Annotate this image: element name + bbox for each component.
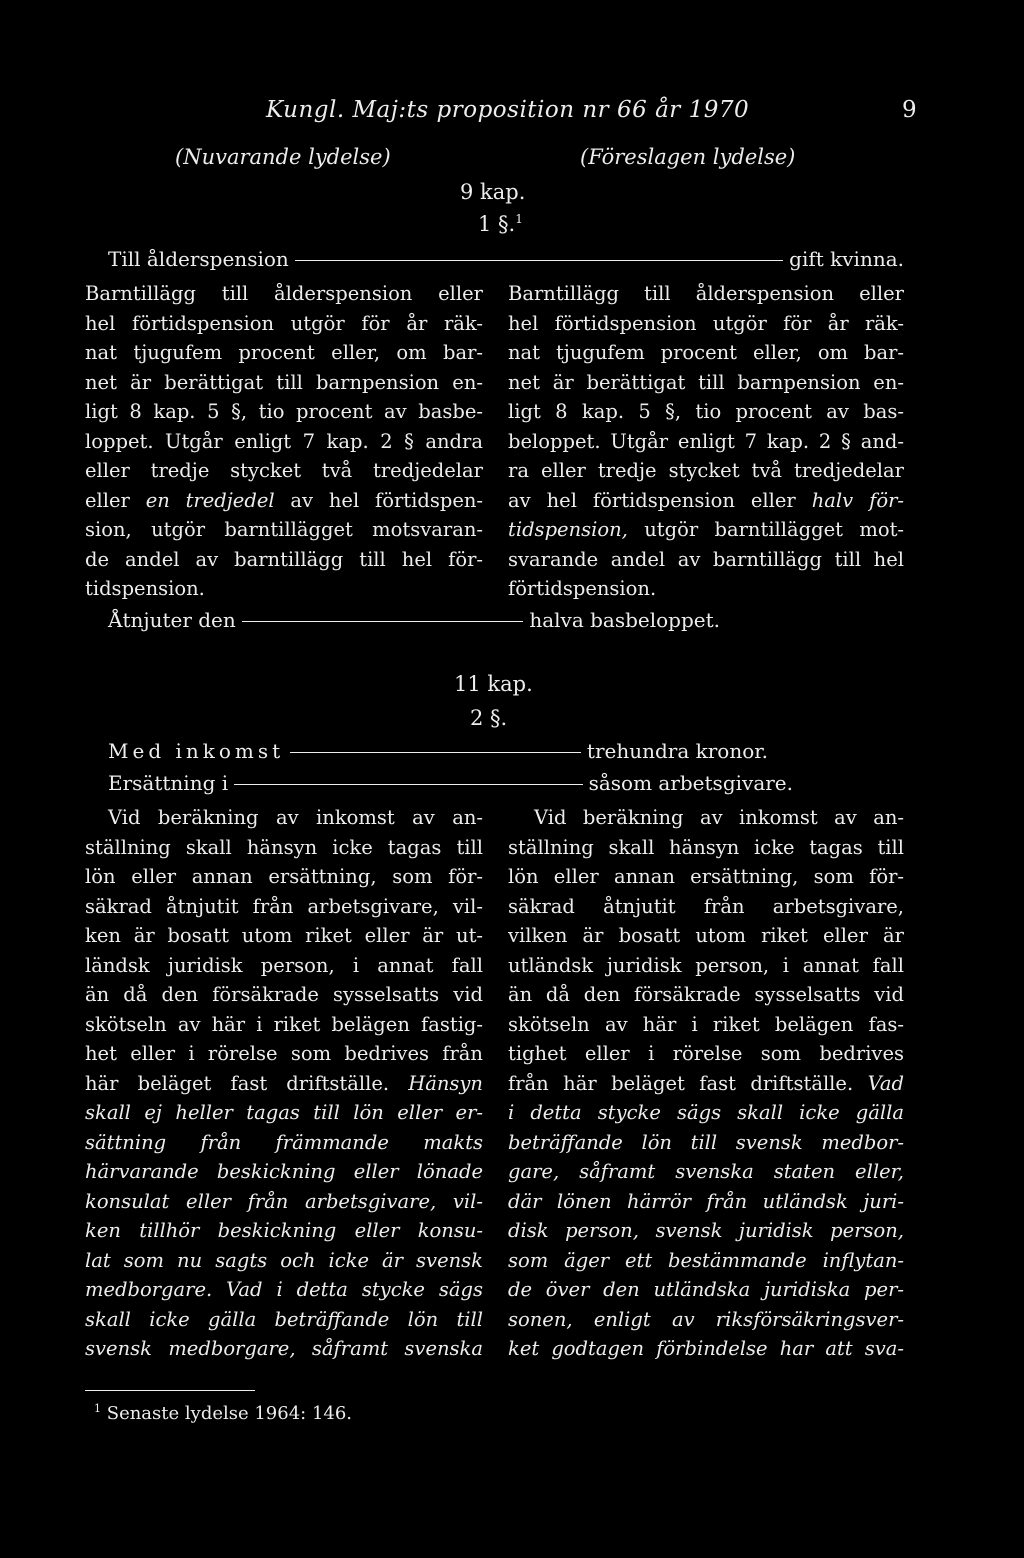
footnote-reference: 1: [515, 212, 523, 226]
ch9-left-line-with-italic: eller en tredjedel av hel förtidspen-: [85, 488, 483, 512]
omission-dash: [290, 752, 581, 753]
ch9-right-line-with-italic-2: tidspension, utgör barntillägget mot-: [508, 518, 904, 541]
ch9-right-line-with-italic: av hel förtidspension eller halv för-: [508, 488, 904, 512]
omission-dash: [234, 784, 582, 785]
omission-dash: [242, 621, 524, 622]
ch9-right-paragraph: Barntillägg till ålderspension eller hel förtidspension utgör för år räk- nat tjugufem procent eller, om bar- net är berättigat till barnpension en- ligt 8 kap. 5 §, tio procent av bas- beloppet. Utgår enligt 7 kap. 2 § and- ra eller tredje stycket två tredjedelar av hel förtidspension eller halv för- tidspension, utgör barntillägget mot- svarande andel av barntillägg till hel förtidspension.: [508, 282, 904, 600]
ch11-omitted-line-1: Med inkomst trehundra kronor.: [108, 739, 768, 763]
ch9-left-paragraph: Barntillägg till ålderspension eller hel förtidspension utgör för år räk- nat tjugufem procent eller, om bar- net är berättigat till barnpension en- ligt 8 kap. 5 §, tio procent av basbe- loppet. Utgår enligt 7 kap. 2 § andra eller tredje stycket två tredjedelar eller en tredjedel av hel förtidspen- sion, utgör barntillägget motsvaran- de andel av barntillägg till hel för- tidspension.: [85, 282, 483, 600]
footnote: [94, 1402, 352, 1424]
footnote-text: Senaste lydelse 1964: 146.: [106, 1403, 353, 1424]
chapter-11-section-2: 2 §.: [470, 706, 508, 730]
ch11-left-paragraph: Vid beräkning av inkomst av an- ställning skall hänsyn icke tagas till lön eller annan ersättning, som för- säkrad åtnjutit från arbetsgivare, vil- ken är bosatt utom riket eller är ut- ländsk juridisk person, i annat fall än då den försäkrade sysselsatts vid skötseln av här i riket belägen fastig- het eller i rörelse som bedrives från här beläget fast driftställe. Hänsyn skall ej heller tagas till lön eller er- sättning från främmande makts härvarande beskickning eller lönade konsulat eller från arbetsgivare, vil- ken tillhör beskickning eller konsu- lat som nu sagts och icke är svensk medborgare. Vad i detta stycke sägs skall icke gälla beträffande lön till svensk medborgare, såframt svenska: [85, 806, 483, 1360]
ch11-right-line-with-italic: från här beläget fast driftställe. Vad: [508, 1071, 904, 1095]
footnote-mark: 1: [94, 1402, 101, 1415]
ch11-left-line-with-italic: här beläget fast driftställe. Hänsyn: [85, 1071, 483, 1095]
omission-dash: [295, 260, 783, 261]
ch9-omitted-line-1: Till ålderspension gift kvinna.: [108, 247, 904, 271]
chapter-9-heading: 9 kap.: [460, 180, 526, 204]
ch11-omitted-line-2: Ersättning i såsom arbetsgivare.: [108, 771, 793, 795]
right-column-header: (Föreslagen lydelse): [580, 145, 796, 169]
running-header-title: Kungl. Maj:ts proposition nr 66 år 1970: [266, 97, 750, 123]
ch11-right-paragraph: Vid beräkning av inkomst av an- ställning skall hänsyn icke tagas till lön eller annan ersättning, som för- säkrad åtnjutit från arbetsgivare, vilken är bosatt utom riket eller är utländsk juridisk person, i annat fall än då den försäkrade sysselsatts vid skötseln av här i riket belägen fas- tighet eller i rörelse som bedrives från här beläget fast driftställe. Vad i detta stycke sägs skall icke gälla beträffande lön till svensk medbor- gare, såframt svenska staten eller, där lönen härrör från utländsk juri- disk person, svensk juridisk person, som äger ett bestämmande inflytan- de över den utländska juridiska per- sonen, enligt av riksförsäkringsver- ket godtagen förbindelse har att sva-: [508, 806, 904, 1360]
chapter-9-section-1: 1 §.$^1$: [478, 212, 523, 236]
chapter-11-heading: 11 kap.: [454, 672, 533, 696]
page-number: 9: [902, 97, 918, 123]
left-column-header: (Nuvarande lydelse): [175, 145, 391, 169]
footnote-separator: [85, 1390, 255, 1391]
ch9-omitted-line-last: Åtnjuter den halva basbeloppet.: [108, 608, 720, 632]
